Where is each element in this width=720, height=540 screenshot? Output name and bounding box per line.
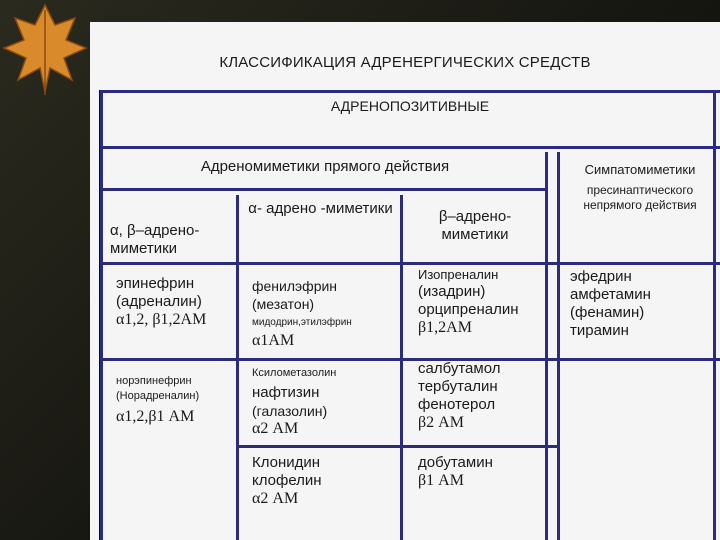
grid-line-section-bottom <box>100 146 720 149</box>
drug-xylometazoline: Ксилометазолин <box>252 367 337 379</box>
drug-naphthyzine: нафтизин <box>252 384 320 401</box>
drug-isadrine: (изадрин) <box>418 283 486 300</box>
grid-line-col3-left <box>400 195 403 540</box>
drug-ephedrine: эфедрин <box>570 268 632 285</box>
drug-clonidine: Клонидин <box>252 454 321 471</box>
receptor-label: α1,2, β1,2АМ <box>116 311 207 328</box>
receptor-label: β1 АМ <box>418 472 464 489</box>
grid-line-row2-top <box>100 358 720 361</box>
drug-salbutamol: салбутамол <box>418 360 501 377</box>
receptor-label: α2 АМ <box>252 420 299 437</box>
indirect-action-title <box>560 162 720 213</box>
drug-terbutaline: тербуталин <box>418 378 498 395</box>
grid-line-subheader <box>100 188 545 191</box>
column-header-alpha-beta-text: α, β–адрено-миметики <box>110 222 200 257</box>
indirect-title-line1: Симпатомиметики <box>584 162 696 177</box>
drug-dobutamine: добутамин <box>418 454 493 471</box>
drug-adrenaline: (адреналин) <box>116 293 202 310</box>
row1-beta-cell <box>418 266 548 337</box>
drug-clophelin: клофелин <box>252 472 322 489</box>
grid-line-top <box>100 90 720 93</box>
column-header-beta <box>410 208 540 244</box>
column-header-alpha <box>248 200 393 218</box>
drug-isoprenaline: Изопреналин <box>418 267 499 282</box>
drug-tyramine: тирамин <box>570 322 629 339</box>
column-header-alpha-beta <box>110 222 232 258</box>
row3-beta-cell <box>418 454 548 490</box>
row1-alpha-beta-cell <box>116 275 236 329</box>
grid-line-col2-left <box>236 195 239 540</box>
receptor-label: β2 АМ <box>418 414 464 431</box>
slide-title: КЛАССИФИКАЦИЯ АДРЕНЕРГИЧЕСКИХ СРЕДСТВ <box>219 54 591 71</box>
drug-mesaton: (мезатон) <box>252 296 315 312</box>
autumn-leaf-image <box>0 0 90 100</box>
receptor-label: α1АМ <box>252 332 295 349</box>
row2-alpha-cell <box>252 366 400 438</box>
drug-fenoterol: фенотерол <box>418 396 496 413</box>
drug-orciprenaline: орципреналин <box>418 301 519 318</box>
drug-noradrenaline: (Норадреналин) <box>116 390 200 402</box>
direct-action-title: Адреномиметики прямого действия <box>200 158 450 175</box>
indirect-title-line2: пресинаптического непрямого действия <box>583 183 697 212</box>
drug-norepinephrine: норэпинефрин <box>116 375 192 387</box>
grid-line-direct-left <box>100 146 103 540</box>
section-title: АДРЕНОПОЗИТИВНЫЕ <box>330 98 490 114</box>
receptor-label: α1,2,β1 АМ <box>116 408 195 425</box>
grid-line-row1-top <box>100 262 720 265</box>
grid-line-right-outer <box>713 90 716 540</box>
drug-galazolin: (галазолин) <box>252 403 328 419</box>
row3-alpha-cell <box>252 454 400 508</box>
drug-amphetamine: амфетамин <box>570 286 651 303</box>
receptor-label: β1,2АМ <box>418 319 472 336</box>
drug-phenylephrine: фенилэфрин <box>252 278 338 294</box>
row1-indirect-cell <box>570 268 710 340</box>
column-header-alpha-text: α- адрено -миметики <box>248 200 393 217</box>
grid-line-row3-top <box>236 445 558 448</box>
row2-alpha-beta-cell <box>116 374 236 426</box>
drug-phenamine: (фенамин) <box>570 304 645 321</box>
row1-alpha-cell <box>252 277 400 350</box>
drug-epinephrine: эпинефрин <box>116 275 195 292</box>
row2-beta-cell <box>418 360 548 432</box>
drug-midodrine: мидодрин,этилэфрин <box>252 317 352 328</box>
column-header-beta-text: β–адрено-миметики <box>438 208 512 243</box>
receptor-label: α2 АМ <box>252 490 299 507</box>
